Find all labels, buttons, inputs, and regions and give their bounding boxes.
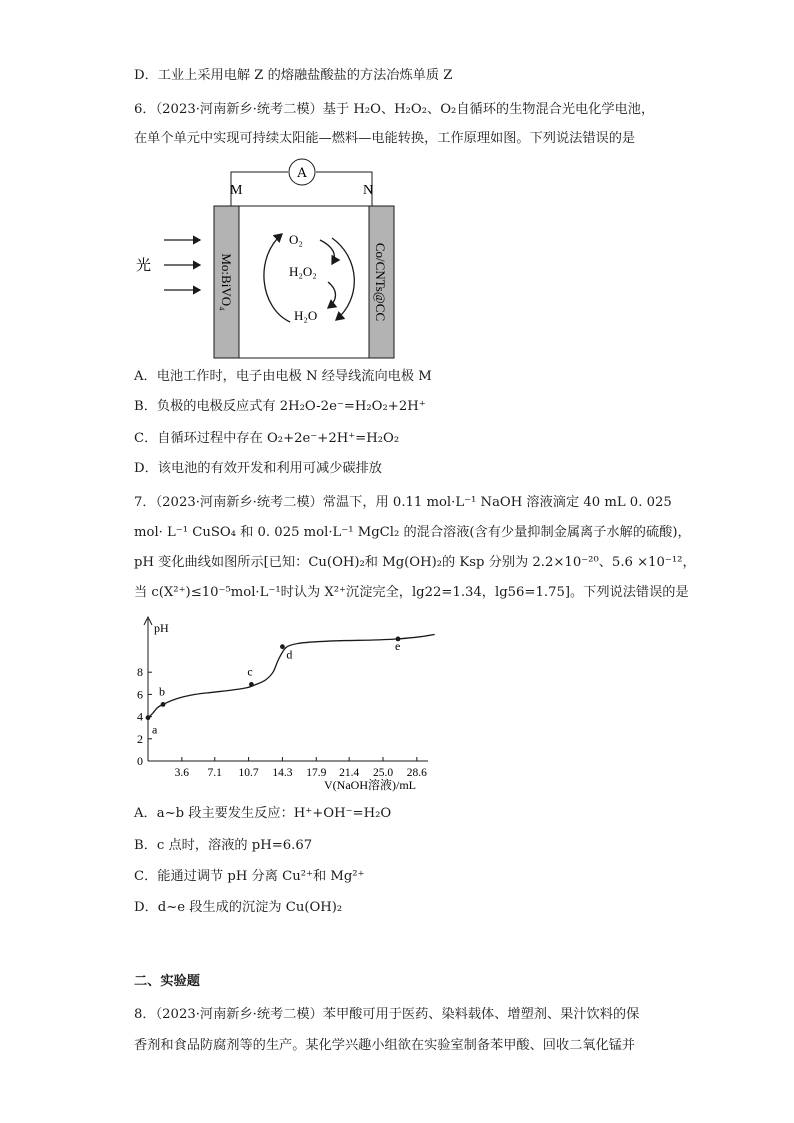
question-7-option-b: B．c 点时，溶液的 pH=6.67 — [134, 838, 313, 853]
point-label-a: a — [152, 722, 158, 737]
question-6-option-b: B．负极的电极反应式有 2H₂O-2e⁻=H₂O₂+2H⁺ — [134, 399, 426, 414]
section-heading: 二、实验题 — [134, 974, 200, 989]
x-tick-label: 28.6 — [406, 767, 427, 779]
left-electrode-label: Mo:BiVO₄ — [219, 253, 234, 311]
right-electrode-label: Co/CNTs@CC — [373, 242, 388, 322]
species-h2o: H₂O — [294, 308, 318, 323]
question-7-stem-2: mol· L⁻¹ CuSO₄ 和 0. 025 mol·L⁻¹ MgCl₂ 的混合溶液(含有少量抑制金属离子水解的硫酸)， — [134, 525, 691, 540]
option-d-prev: D．工业上采用电解 Z 的熔融盐酸盐的方法冶炼单质 Z — [134, 68, 453, 83]
question-7-stem-4: 当 c(X²⁺)≤10⁻⁵mol·L⁻¹时认为 X²⁺沉淀完全，lg22=1.34，lg56=1.75]。下列说法错误的是 — [134, 585, 689, 600]
light-label: 光 — [136, 256, 152, 274]
y-tick-label: 8 — [137, 665, 143, 680]
point-label-e: e — [395, 638, 401, 653]
x-tick-label: 3.6 — [174, 767, 190, 779]
point-label-d: d — [286, 647, 293, 662]
cell-diagram — [132, 158, 412, 362]
y-tick-label: 4 — [137, 709, 143, 724]
point-label-b: b — [159, 684, 166, 699]
question-7-option-c: C．能通过调节 pH 分离 Cu²⁺和 Mg²⁺ — [134, 869, 365, 884]
x-tick-label: 17.9 — [306, 767, 327, 779]
question-6-stem-2: 在单个单元中实现可持续太阳能—燃料—电能转换，工作原理如图。下列说法错误的是 — [134, 131, 636, 146]
point-label-c: c — [247, 664, 253, 679]
species-h2o2: H₂O₂ — [289, 264, 317, 279]
y-tick-label: 2 — [137, 731, 143, 746]
ammeter-label: A — [297, 166, 307, 181]
y-tick-label: 6 — [137, 687, 143, 702]
point-a — [146, 715, 151, 720]
point-b — [161, 702, 166, 707]
question-7-option-a: A．a~b 段主要发生反应：H⁺+OH⁻=H₂O — [134, 806, 392, 821]
terminal-m: M — [230, 183, 243, 198]
question-7-option-d: D．d~e 段生成的沉淀为 Cu(OH)₂ — [134, 900, 343, 915]
question-6-option-c: C．自循环过程中存在 O₂+2e⁻+2H⁺=H₂O₂ — [134, 431, 400, 446]
point-c — [249, 682, 254, 687]
cell-body — [214, 206, 394, 358]
x-tick-label: 10.7 — [238, 767, 259, 779]
y-tick-label: 0 — [137, 754, 143, 768]
species-o2: O₂ — [289, 232, 303, 247]
question-6-stem-1: 6．（2023·河南新乡·统考二模）基于 H₂O、H₂O₂、O₂自循环的生物混合光电化学电池， — [134, 102, 655, 117]
terminal-n: N — [363, 183, 374, 198]
x-tick-label: 25.0 — [372, 767, 394, 779]
question-6-option-d: D．该电池的有效开发和利用可减少碳排放 — [134, 461, 382, 476]
y-axis-label: pH — [154, 621, 169, 635]
x-tick-label: 7.1 — [207, 767, 222, 779]
question-8-stem-2: 香剂和食品防腐剂等的生产。某化学兴趣小组欲在实验室制备苯甲酸、回收二氧化锰并 — [134, 1038, 636, 1053]
x-tick-label: 21.4 — [339, 767, 360, 779]
point-d — [280, 644, 285, 649]
x-axis-label: V(NaOH溶液)/mL — [324, 778, 416, 792]
question-8-stem-1: 8．（2023·河南新乡·统考二模）苯甲酸可用于医药、染料载体、增塑剂、果汁饮料的保 — [134, 1007, 640, 1022]
x-tick-label: 14.3 — [272, 767, 293, 779]
titration-chart — [128, 615, 468, 795]
question-7-stem-1: 7．（2023·河南新乡·统考二模）常温下，用 0.11 mol·L⁻¹ NaOH 溶液滴定 40 mL 0. 025 — [134, 495, 672, 510]
question-7-stem-3: pH 变化曲线如图所示[已知：Cu(OH)₂和 Mg(OH)₂的 Ksp 分别为 2.2×10⁻²⁰、5.6 ×10⁻¹²， — [134, 555, 696, 570]
question-6-option-a: A．电池工作时，电子由电极 N 经导线流向电极 M — [134, 369, 432, 384]
